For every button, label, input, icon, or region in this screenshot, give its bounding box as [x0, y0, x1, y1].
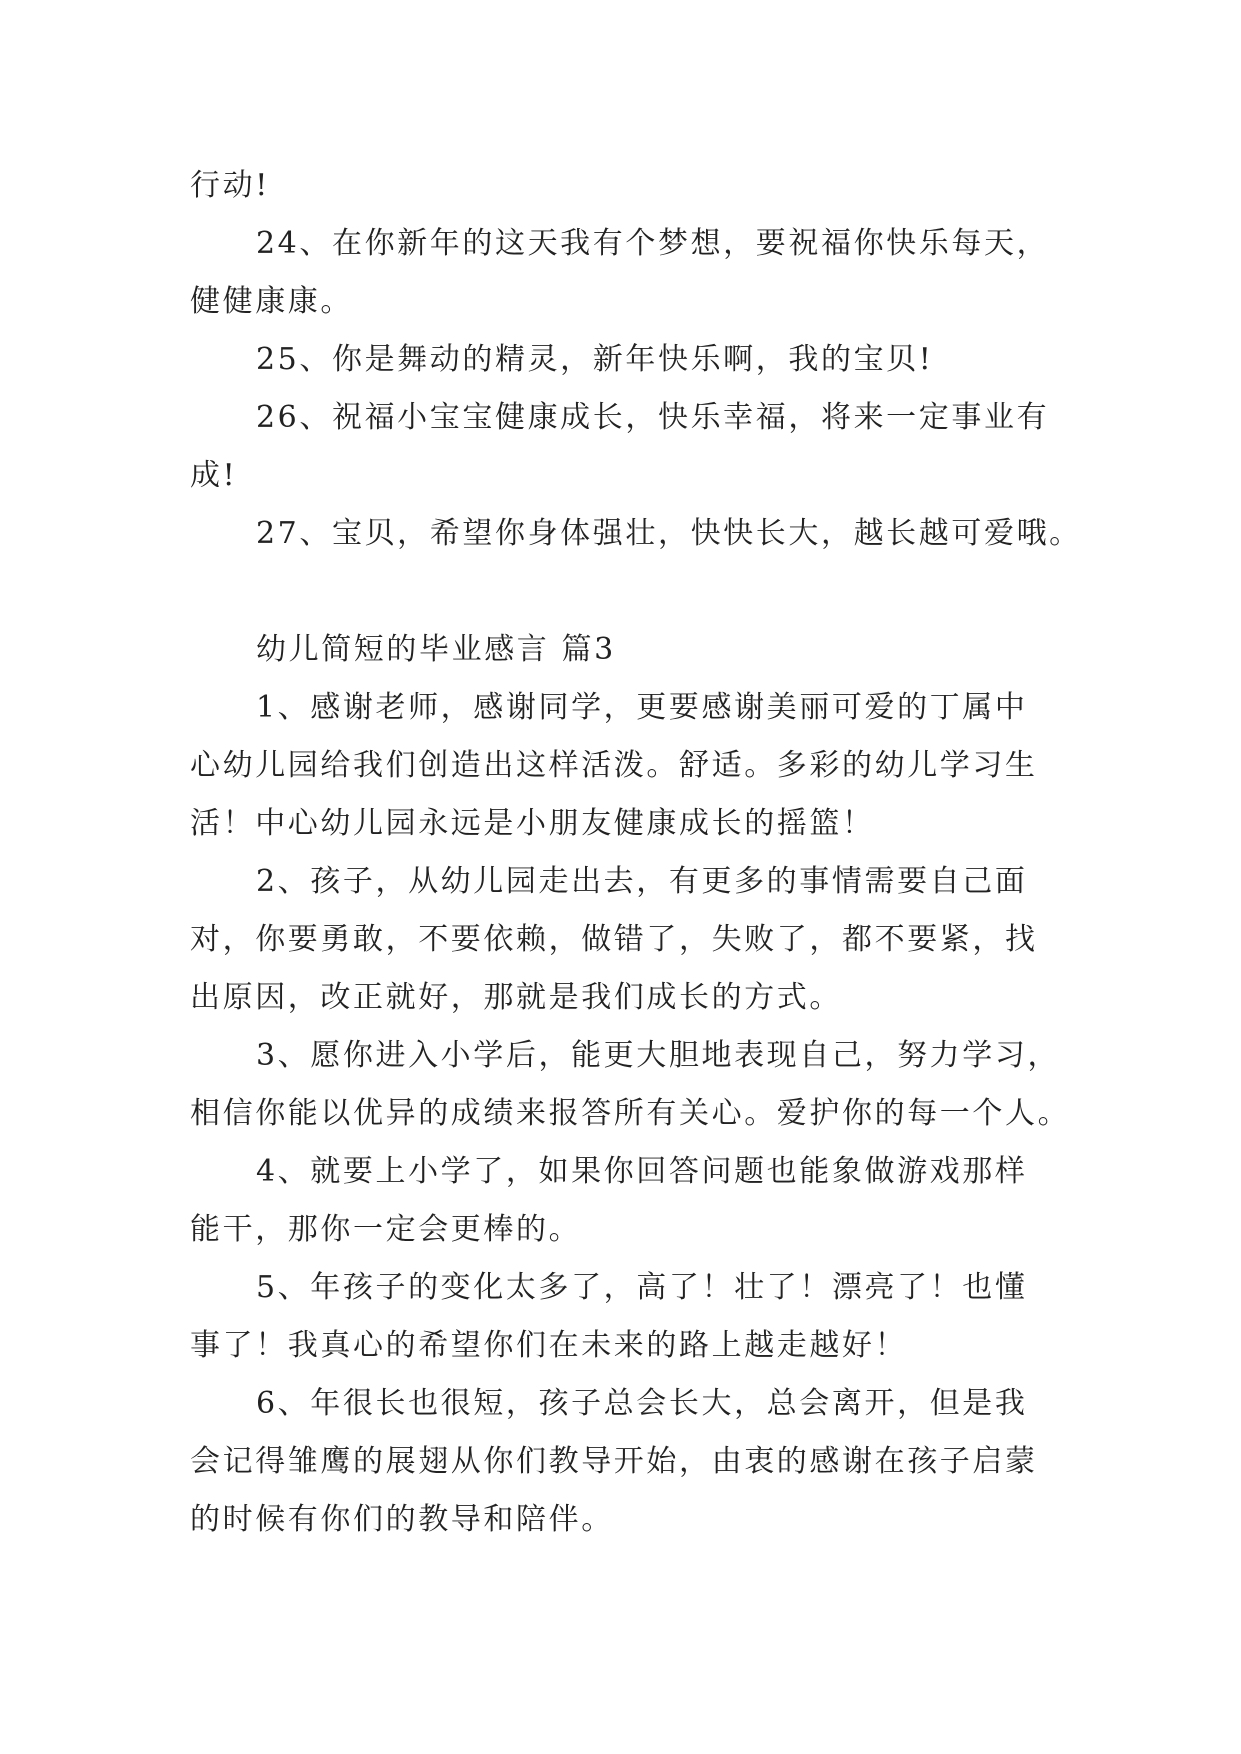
- text-line: 活！中心幼儿园永远是小朋友健康成长的摇篮！: [190, 806, 875, 841]
- paragraph-item-23-tail: [190, 157, 1060, 215]
- section-spacer: [190, 563, 1060, 621]
- paragraph-item-24: [190, 215, 1060, 331]
- text-line: 相信你能以优异的成绩来报答所有关心。爱护你的每一个人。: [190, 1096, 1071, 1131]
- text-line: 出原因，改正就好，那就是我们成长的方式。: [190, 980, 842, 1015]
- paragraph-item-4: [190, 1143, 1060, 1259]
- text-line: 的时候有你们的教导和陪伴。: [190, 1502, 614, 1537]
- paragraph-item-3: [190, 1027, 1071, 1143]
- text-line: 24、在你新年的这天我有个梦想，要祝福你快乐每天，: [256, 226, 1050, 261]
- paragraph-item-25: [190, 331, 1060, 389]
- text-line: 健健康康。: [190, 284, 353, 319]
- text-line: 27、宝贝，希望你身体强壮，快快长大，越长越可爱哦。: [256, 516, 1082, 551]
- paragraph-item-2: [190, 853, 1060, 1027]
- text-line: 25、你是舞动的精灵，新年快乐啊，我的宝贝!: [256, 342, 934, 377]
- paragraph-item-26: [190, 389, 1060, 505]
- text-line: 能干，那你一定会更棒的。: [190, 1212, 582, 1247]
- paragraph-item-27: [190, 505, 1082, 563]
- text-line: 心幼儿园给我们创造出这样活泼。舒适。多彩的幼儿学习生: [190, 748, 1038, 783]
- paragraph-item-1: [190, 679, 1060, 853]
- text-line: 1、感谢老师，感谢同学，更要感谢美丽可爱的丁属中: [256, 690, 1028, 725]
- section-heading: 幼儿简短的毕业感言 篇3: [256, 632, 616, 667]
- text-line: 6、年很长也很短，孩子总会长大，总会离开，但是我: [256, 1386, 1028, 1421]
- text-line: 行动!: [190, 168, 270, 203]
- text-line: 对，你要勇敢，不要依赖，做错了，失败了，都不要紧，找: [190, 922, 1038, 957]
- paragraph-item-5: [190, 1259, 1060, 1375]
- text-line: 2、孩子，从幼儿园走出去，有更多的事情需要自己面: [256, 864, 1028, 899]
- text-line: 26、祝福小宝宝健康成长，快乐幸福，将来一定事业有: [256, 400, 1050, 435]
- text-line: 3、愿你进入小学后，能更大胆地表现自己，努力学习，: [256, 1038, 1061, 1073]
- text-line: 4、就要上小学了，如果你回答问题也能象做游戏那样: [256, 1154, 1028, 1189]
- paragraph-item-6: [190, 1375, 1060, 1549]
- text-line: 会记得雏鹰的展翅从你们教导开始，由衷的感谢在孩子启蒙: [190, 1444, 1038, 1479]
- text-line: 5、年孩子的变化太多了，高了！壮了！漂亮了！也懂: [256, 1270, 1028, 1305]
- document-body: [190, 157, 1082, 1549]
- text-line: 事了！我真心的希望你们在未来的路上越走越好！: [190, 1328, 908, 1363]
- text-line: 成!: [190, 458, 238, 493]
